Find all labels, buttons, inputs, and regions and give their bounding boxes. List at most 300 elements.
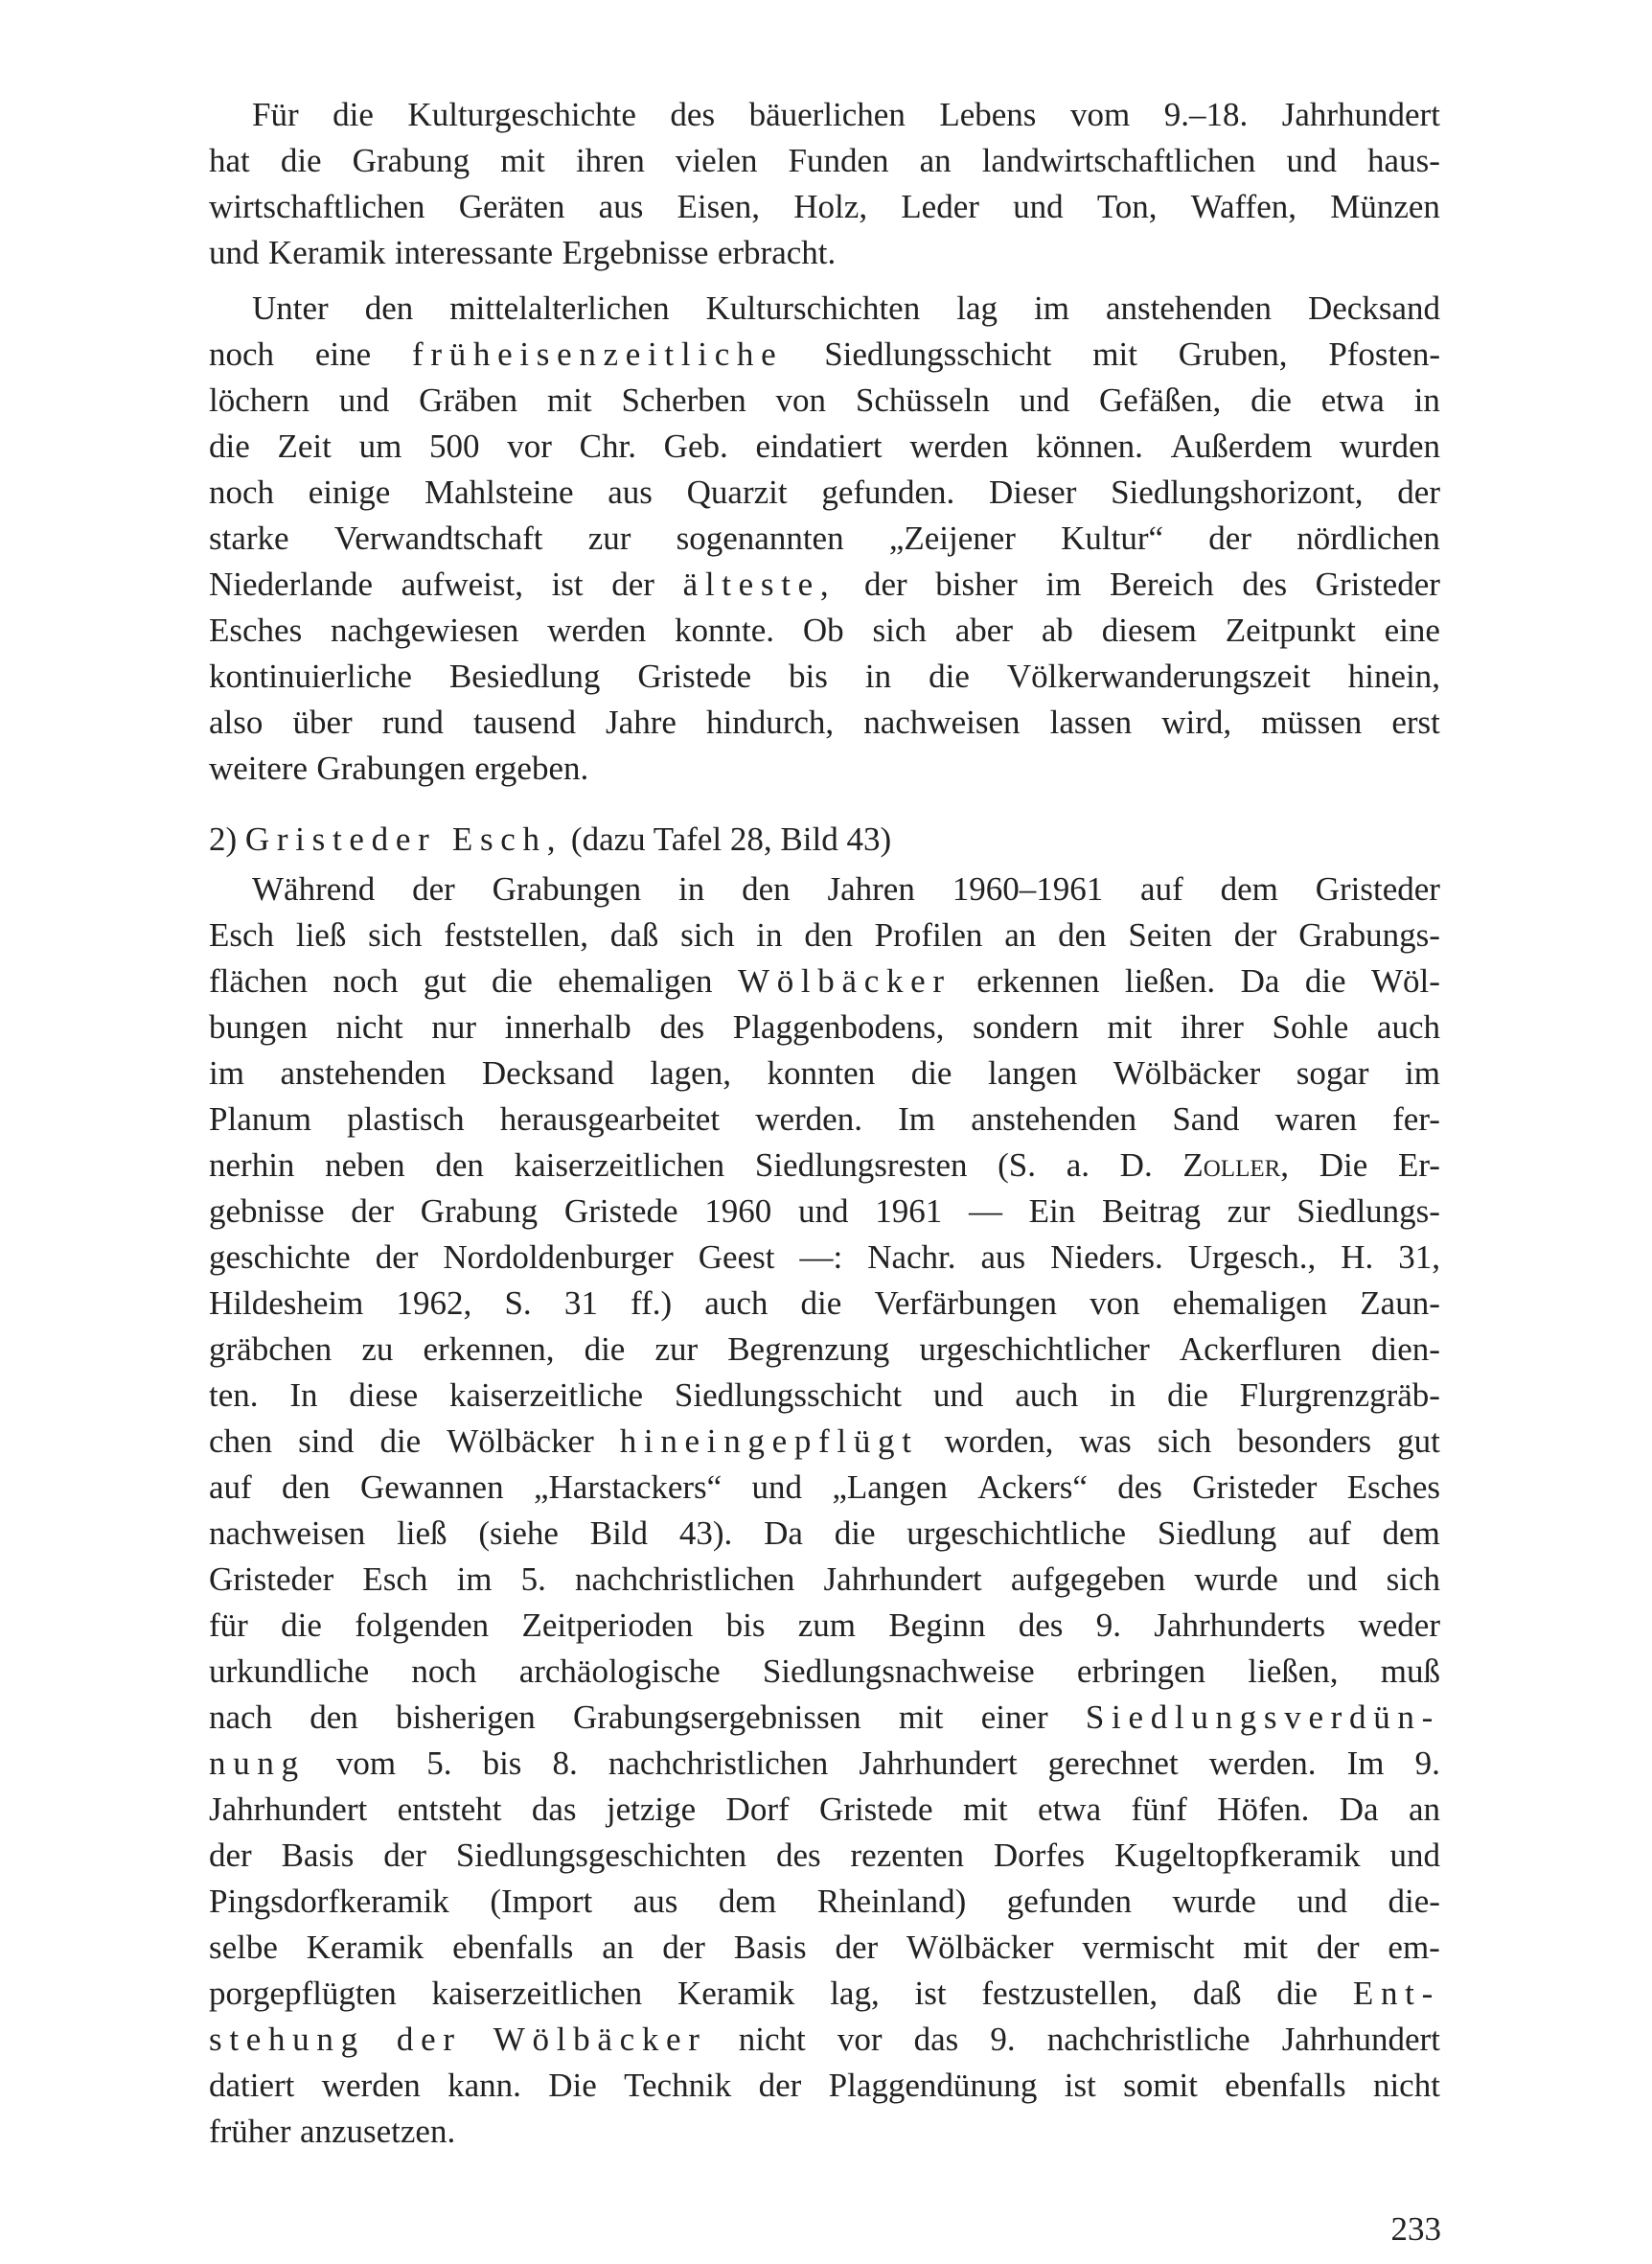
word: Zeitpunkt: [1225, 612, 1356, 649]
text-line: [209, 516, 1440, 562]
section-heading: [209, 817, 1440, 863]
word: tausend: [473, 704, 576, 741]
word: bäuerlichen: [748, 96, 906, 133]
word: nach: [209, 1698, 273, 1736]
text-line: [209, 1557, 1440, 1603]
word: sich: [872, 612, 927, 649]
word: in: [1413, 381, 1440, 419]
word: Nieders.: [1050, 1238, 1163, 1276]
word: Siedlungsschicht: [674, 1376, 903, 1414]
word: mit: [962, 1790, 1008, 1828]
word: ten.: [209, 1376, 259, 1414]
word: konnte.: [675, 612, 775, 649]
word: im: [1405, 1054, 1440, 1092]
word: konnten: [767, 1054, 876, 1092]
word: aus: [980, 1238, 1026, 1276]
word: an: [1408, 1790, 1440, 1828]
word: den: [1058, 916, 1107, 954]
word: Seiten: [1128, 916, 1212, 954]
word: ist: [914, 1975, 947, 2012]
word: weitere: [209, 750, 308, 787]
word: auf: [209, 1468, 252, 1506]
word: den: [310, 1698, 358, 1736]
word: mit: [1107, 1008, 1153, 1046]
word: bis: [725, 1606, 766, 1644]
word: ehemaligen: [1172, 1284, 1328, 1322]
word: und: [932, 1376, 984, 1414]
word: gut: [1397, 1422, 1440, 1460]
word: Gefäßen,: [1099, 381, 1222, 419]
word: Jahrhundert: [1281, 2021, 1440, 2058]
word: Leder: [901, 188, 979, 225]
word: Für: [252, 96, 299, 133]
word: und: [209, 234, 260, 271]
word: Wöl-: [1371, 962, 1440, 1000]
word: Grabungen: [316, 750, 466, 787]
word: Besiedlung: [448, 658, 601, 695]
word: Niederlande: [209, 566, 374, 603]
text-line: [209, 92, 1440, 138]
word: Gristede: [819, 1790, 933, 1828]
word: was: [1079, 1422, 1132, 1460]
text-line: [209, 1833, 1440, 1879]
word: um: [358, 427, 402, 465]
word: und: [1389, 1837, 1440, 1874]
word: mit: [1092, 335, 1137, 373]
word: em-: [1388, 1929, 1440, 1966]
word: die: [379, 1422, 422, 1460]
word: Nachr.: [867, 1238, 956, 1276]
word: dem: [718, 1883, 777, 1920]
word: Jahren: [827, 870, 915, 908]
word: der: [383, 1837, 426, 1874]
word: vor: [837, 2021, 883, 2058]
word: die: [281, 1606, 322, 1644]
word: müssen: [1261, 704, 1363, 741]
word: 31: [563, 1284, 598, 1322]
word: eine: [1384, 612, 1440, 649]
word: sogenannten: [676, 520, 844, 557]
word: Da: [764, 1514, 803, 1552]
word: 31,: [1398, 1238, 1440, 1276]
word: Nordoldenburger: [443, 1238, 674, 1276]
word: waren: [1274, 1100, 1357, 1138]
word: dien-: [1370, 1330, 1440, 1368]
word: festzustellen,: [981, 1975, 1159, 2012]
word: besonders: [1237, 1422, 1372, 1460]
word: auf: [1140, 870, 1183, 908]
word: wurde: [1172, 1883, 1256, 1920]
word: ebenfalls: [1225, 2067, 1346, 2104]
word: nachweisen: [209, 1514, 366, 1552]
word: H.: [1341, 1238, 1374, 1276]
word: also: [209, 704, 264, 741]
word: Gristeder: [209, 1560, 334, 1598]
word: nicht: [335, 1008, 403, 1046]
text-line: [209, 2109, 1440, 2155]
word: Jahrhundert: [859, 1744, 1018, 1782]
word: ab: [1041, 612, 1073, 649]
word: Holz,: [793, 188, 868, 225]
word: geschichte: [209, 1238, 351, 1276]
word: Gristeder: [1315, 870, 1440, 908]
word: zur: [1227, 1192, 1271, 1230]
word: diesem: [1101, 612, 1197, 649]
word: Dorf: [725, 1790, 790, 1828]
word: nicht: [738, 2021, 806, 2058]
word: nachchristlichen: [575, 1560, 795, 1598]
word: Die: [1319, 1146, 1368, 1184]
word: das: [531, 1790, 577, 1828]
word: des: [659, 1008, 705, 1046]
word: und: [1019, 381, 1070, 419]
word: vermischt: [1082, 1929, 1215, 1966]
word: erkennen,: [423, 1330, 555, 1368]
word: aus: [608, 474, 653, 511]
word: anstehenden: [280, 1054, 447, 1092]
word: im: [456, 1560, 493, 1598]
word: 1960–1961: [952, 870, 1104, 908]
word: entsteht: [397, 1790, 502, 1828]
word: Zoller,: [1182, 1146, 1290, 1184]
word: Sohle: [1272, 1008, 1349, 1046]
word: die: [910, 1054, 952, 1092]
word: —:: [799, 1238, 843, 1276]
word: Kulturgeschichte: [407, 96, 636, 133]
word: Die: [548, 2067, 597, 2104]
word: früher: [209, 2113, 291, 2150]
word: die: [834, 1514, 876, 1552]
word: Pingsdorfkeramik: [209, 1883, 449, 1920]
word: die: [492, 962, 533, 1000]
word: einer: [980, 1698, 1048, 1736]
word: Ent-: [1352, 1975, 1440, 2012]
word: bis: [789, 658, 828, 695]
word: anstehenden: [971, 1100, 1137, 1138]
word: anzusetzen.: [299, 2113, 456, 2150]
word: Dorfes: [993, 1837, 1086, 1874]
text-line: [209, 700, 1440, 746]
word: „Zeijener: [888, 520, 1016, 557]
word: interessante: [394, 234, 554, 271]
text-line: [209, 1235, 1440, 1281]
word: bungen: [209, 1008, 309, 1046]
word: 5.: [520, 1560, 546, 1598]
section-number: 2): [209, 820, 238, 858]
word: mit: [898, 1698, 944, 1736]
word: Siedlungsverdün-: [1085, 1698, 1440, 1736]
word: ff.): [631, 1284, 673, 1322]
text-line: [209, 1787, 1440, 1833]
word: noch: [209, 474, 275, 511]
text-line: [209, 654, 1440, 700]
word: mit: [500, 142, 545, 179]
word: gerechnet: [1047, 1744, 1179, 1782]
word: bisherigen: [396, 1698, 536, 1736]
word: Grabung: [420, 1192, 539, 1230]
word: Chr.: [579, 427, 636, 465]
word: aus: [632, 1883, 678, 1920]
word: Unter: [252, 289, 329, 327]
word: und: [338, 381, 390, 419]
word: Ergebnisse: [562, 234, 709, 271]
word: nicht: [1372, 2067, 1440, 2104]
word: an: [1004, 916, 1037, 954]
word: des: [670, 96, 716, 133]
word: den: [364, 289, 414, 327]
word: hat: [209, 142, 250, 179]
word: den: [804, 916, 853, 954]
word: hindurch,: [706, 704, 835, 741]
word: Gruben,: [1178, 335, 1288, 373]
word: 1961: [875, 1192, 943, 1230]
word: Kulturschichten: [705, 289, 921, 327]
word: wirtschaftlichen: [209, 188, 425, 225]
word: nachchristlichen: [608, 1744, 829, 1782]
word: den: [435, 1146, 484, 1184]
word: vom: [1069, 96, 1131, 133]
word: Esch: [362, 1560, 428, 1598]
word: folgenden: [355, 1606, 490, 1644]
word: porgepflügten: [209, 1975, 397, 2012]
word: in: [756, 916, 783, 954]
text-line: [209, 1511, 1440, 1557]
word: und: [751, 1468, 803, 1506]
word: hinein,: [1347, 658, 1440, 695]
word: 1960: [704, 1192, 772, 1230]
word: können.: [1036, 427, 1143, 465]
text-line: [209, 959, 1440, 1005]
word: Siedlungsgeschichten: [455, 1837, 747, 1874]
word: mittelalterlichen: [449, 289, 670, 327]
word: wird,: [1161, 704, 1232, 741]
word: Bereich: [1109, 566, 1214, 603]
word: noch: [333, 962, 399, 1000]
word: Gristeder: [1192, 1468, 1318, 1506]
word: kaiserzeitliche: [448, 1376, 644, 1414]
word: Im: [1346, 1744, 1385, 1782]
word: sich: [1157, 1422, 1212, 1460]
word: im: [1034, 289, 1069, 327]
text-line: [209, 286, 1440, 332]
word: und: [1296, 1883, 1347, 1920]
word: des: [775, 1837, 821, 1874]
word: S.: [504, 1284, 532, 1322]
word: die: [333, 96, 374, 133]
word: flächen: [209, 962, 308, 1000]
word: jetzige: [606, 1790, 697, 1828]
text-line: [209, 1097, 1440, 1143]
text-line: [209, 866, 1440, 913]
word: urgeschichtlicher: [919, 1330, 1150, 1368]
word: „Harstackers“: [533, 1468, 723, 1506]
paragraph-1: [209, 92, 1440, 276]
word: 9.: [1414, 1744, 1440, 1782]
word: des: [1242, 566, 1288, 603]
word: der: [835, 1929, 879, 1966]
word: Esch: [209, 916, 275, 954]
word: somit: [1123, 2067, 1198, 2104]
word: Wölbäcker: [906, 1929, 1054, 1966]
word: werden: [909, 427, 1009, 465]
word: aus: [598, 188, 644, 225]
word: die: [929, 658, 970, 695]
word: lag,: [830, 1975, 880, 2012]
word: Siedlungsschicht: [824, 335, 1052, 373]
word: sich: [680, 916, 735, 954]
word: werden: [547, 612, 647, 649]
word: nerhin: [209, 1146, 295, 1184]
word: Er-: [1397, 1146, 1440, 1184]
word: sondern: [973, 1008, 1079, 1046]
text-line: [209, 1189, 1440, 1235]
word: der: [1233, 916, 1277, 954]
word: das: [913, 2021, 959, 2058]
word: 500: [429, 427, 480, 465]
word: 9.–18.: [1163, 96, 1249, 133]
word: Verfärbungen: [874, 1284, 1057, 1322]
word: sind: [298, 1422, 355, 1460]
word: ist: [551, 566, 584, 603]
word: Pfosten-: [1328, 335, 1440, 373]
text-line: [209, 1603, 1440, 1649]
word: haus-: [1367, 142, 1440, 179]
word: herausgearbeitet: [499, 1100, 721, 1138]
word: der: [351, 1192, 394, 1230]
word: Wölbäcker: [1113, 1054, 1261, 1092]
word: gefunden: [1006, 1883, 1132, 1920]
word: sich: [368, 916, 423, 954]
text-line: [209, 746, 1440, 792]
word: Zeitperioden: [521, 1606, 694, 1644]
word: Basis: [281, 1837, 355, 1874]
paragraph-2: [209, 286, 1440, 792]
word: Siedlungsnachweise: [762, 1652, 1035, 1690]
word: langen: [987, 1054, 1078, 1092]
word: kaiserzeitlichen: [514, 1146, 725, 1184]
word: Jahre: [606, 704, 677, 741]
word: löchern: [209, 381, 310, 419]
word: daß: [1192, 1975, 1242, 2012]
word: sogar: [1296, 1054, 1369, 1092]
text-line: [209, 184, 1440, 230]
word: etwa: [1320, 381, 1385, 419]
word: ließ: [397, 1514, 447, 1552]
text-line: [209, 1741, 1440, 1787]
paragraph-3: [209, 866, 1440, 2155]
word: und: [797, 1192, 849, 1230]
word: archäologische: [518, 1652, 721, 1690]
word: mit: [546, 381, 592, 419]
word: Da: [1240, 962, 1280, 1000]
text-line: [209, 1005, 1440, 1051]
word: Technik: [624, 2067, 732, 2104]
word: plastisch: [347, 1100, 465, 1138]
word: Jahrhundert: [823, 1560, 982, 1598]
word: der: [758, 2067, 802, 2104]
text-line: [209, 1143, 1440, 1189]
word: 5.: [426, 1744, 452, 1782]
word: Hildesheim: [209, 1284, 364, 1322]
word: Rheinland): [816, 1883, 967, 1920]
text-line: [209, 1971, 1440, 2017]
word: rezenten: [850, 1837, 965, 1874]
word: ebenfalls: [452, 1929, 574, 1966]
text-line: [209, 230, 1440, 276]
word: selbe: [209, 1929, 278, 1966]
text-line: [209, 913, 1440, 959]
word: D.: [1119, 1146, 1153, 1184]
word: vor: [507, 427, 552, 465]
word: der: [863, 566, 907, 603]
word: Während: [252, 870, 376, 908]
word: werden.: [1208, 1744, 1317, 1782]
word: die: [1167, 1376, 1208, 1414]
word: den: [282, 1468, 331, 1506]
word: Siedlungsresten: [754, 1146, 968, 1184]
page-number: 233: [1390, 2210, 1441, 2248]
text-line: [209, 332, 1440, 378]
word: auf: [1308, 1514, 1351, 1552]
word: stehung: [209, 2021, 365, 2058]
word: Quarzit: [686, 474, 788, 511]
word: zum: [797, 1606, 857, 1644]
word: gebnisse: [209, 1192, 325, 1230]
word: —: [968, 1192, 1002, 1230]
word: Siedlungshorizont,: [1111, 474, 1364, 511]
word: ließen,: [1248, 1652, 1339, 1690]
word: ihrer: [1180, 1008, 1244, 1046]
word: nachgewiesen: [331, 612, 519, 649]
word: (Import: [490, 1883, 593, 1920]
word: Basis: [733, 1929, 807, 1966]
word: Dieser: [989, 474, 1077, 511]
word: Keramik: [306, 1929, 424, 1966]
word: Grabungs-: [1298, 916, 1440, 954]
word: ergeben.: [474, 750, 589, 787]
text-line: [209, 608, 1440, 654]
word: eine: [314, 335, 372, 373]
word: Geest: [698, 1238, 775, 1276]
word: Zaun-: [1360, 1284, 1440, 1322]
word: mit: [1243, 1929, 1288, 1966]
word: auch: [704, 1284, 769, 1322]
word: nur: [431, 1008, 476, 1046]
text-line: [209, 1649, 1440, 1695]
word: die-: [1388, 1883, 1440, 1920]
word: in: [1110, 1376, 1136, 1414]
word: Jahrhundert: [1281, 96, 1440, 133]
word: auch: [1015, 1376, 1079, 1414]
word: Waffen,: [1190, 188, 1296, 225]
word: die: [1250, 381, 1292, 419]
word: bisher: [935, 566, 1018, 603]
word: Eisen,: [677, 188, 761, 225]
word: Profilen: [874, 916, 983, 954]
word: etwa: [1038, 1790, 1102, 1828]
word: worden,: [944, 1422, 1054, 1460]
word: an: [602, 1929, 634, 1966]
word: Planum: [209, 1100, 311, 1138]
word: bis: [482, 1744, 522, 1782]
word: Bild: [589, 1514, 649, 1552]
word: ehemaligen: [558, 962, 713, 1000]
word: der: [375, 1238, 419, 1276]
word: erst: [1391, 704, 1440, 741]
word: 8.: [552, 1744, 578, 1782]
word: Jahrhunderts: [1154, 1606, 1326, 1644]
word: „Langen: [832, 1468, 948, 1506]
